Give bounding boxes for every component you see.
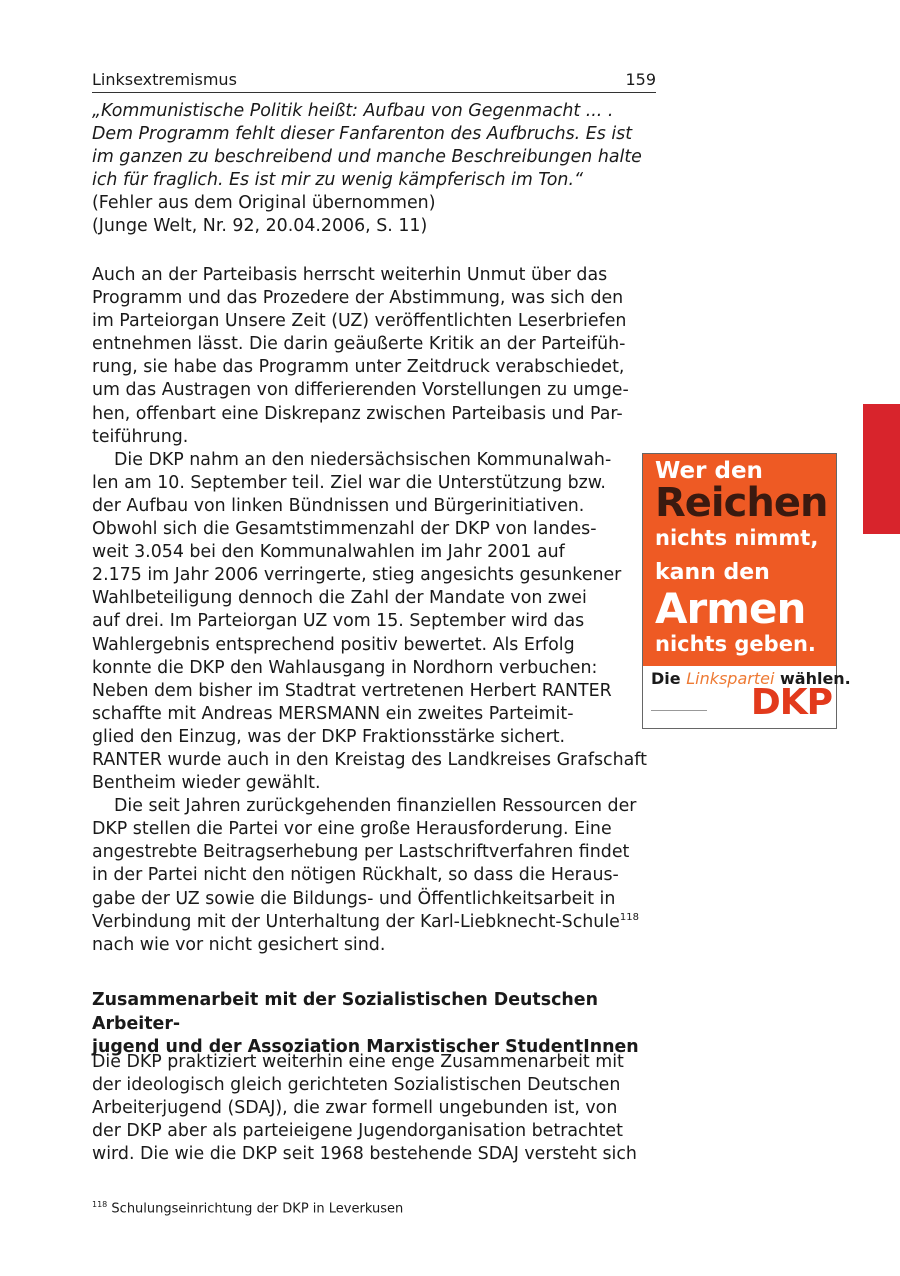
- text-line: Auch an der Parteibasis herrscht weiterhin Unmut über das: [92, 265, 608, 285]
- text-line: der Aufbau von linken Bündnissen und Bürgerinitiativen.: [92, 495, 585, 516]
- text-line: Wahlergebnis entsprechend positiv bewertet. Als Erfolg: [92, 634, 575, 655]
- poster-line: Wer den: [655, 458, 763, 484]
- footnote: [92, 1200, 403, 1216]
- poster-background: [643, 454, 836, 666]
- section-heading: [92, 989, 657, 1060]
- text-line: Wahlbeteiligung dennoch die Zahl der Mandate von zwei: [92, 588, 587, 609]
- text-line: Programm und das Prozedere der Abstimmung, was sich den: [92, 288, 624, 309]
- quote-line: „Kommunistische Politik heißt: Aufbau von Gegenmacht ... .: [92, 101, 614, 121]
- text-line: der DKP aber als parteieigene Jugendorganisation betrachtet: [92, 1121, 623, 1142]
- heading-line: Zusammenarbeit mit der Sozialistischen Deutschen Arbeiter-: [92, 990, 598, 1034]
- text-line: hen, offenbart eine Diskrepanz zwischen Parteibasis und Par-: [92, 403, 623, 424]
- text-line: Die seit Jahren zurückgehenden finanziellen Ressourcen der: [114, 796, 637, 817]
- text-line: konnte die DKP den Wahlausgang in Nordhorn verbuchen:: [92, 657, 598, 678]
- paragraph-1: [92, 264, 657, 449]
- text-line: 2.175 im Jahr 2006 verringerte, stieg angesichts gesunkener: [92, 565, 622, 586]
- text-line: angestrebte Beitragserhebung per Lastschriftverfahren findet: [92, 842, 630, 863]
- text-line: RANTER wurde auch in den Kreistag des Landkreises Grafschaft: [92, 749, 647, 770]
- text-line: teiführung.: [92, 426, 189, 447]
- footnote-reference[interactable]: 118: [619, 911, 639, 923]
- running-header: [92, 68, 656, 93]
- text-line: wird. Die wie die DKP seit 1968 bestehende SDAJ versteht sich: [92, 1144, 637, 1165]
- quote-block: [92, 100, 657, 239]
- paragraph-2: [92, 449, 657, 795]
- text-line: rung, sie habe das Programm unter Zeitdruck verabschiedet,: [92, 357, 625, 378]
- text-line: der ideologisch gleich gerichteten Sozialistischen Deutschen: [92, 1075, 621, 1096]
- tag-prefix: Die: [651, 669, 681, 688]
- text-line: glied den Einzug, was der DKP Fraktionsstärke sichert.: [92, 726, 566, 747]
- poster-line: nichts nimmt,: [655, 526, 819, 550]
- body-text-upper: [92, 264, 657, 957]
- text-line: im Parteiorgan Unsere Zeit (UZ) veröffentlichten Leserbriefen: [92, 311, 627, 332]
- page-number: 159: [625, 70, 656, 89]
- dkp-logo: DKP: [750, 682, 832, 723]
- quote-line: Dem Programm fehlt dieser Fanfarenton des Aufbruchs. Es ist: [92, 124, 633, 145]
- paragraph-4: [92, 1051, 657, 1166]
- text-line: um das Austragen von differierenden Vorstellungen zu umge-: [92, 380, 629, 401]
- paragraph-3: [92, 795, 657, 957]
- poster-line: kann den: [655, 560, 770, 585]
- text-line: gabe der UZ sowie die Bildungs- und Öffentlichkeitsarbeit in: [92, 888, 616, 909]
- text-line: DKP stellen die Partei vor eine große Herausforderung. Eine: [92, 819, 612, 840]
- text-line: Die DKP nahm an den niedersächsischen Kommunalwah-: [114, 449, 612, 470]
- footnote-text: Schulungseinrichtung der DKP in Leverkusen: [111, 1201, 404, 1217]
- text-line: Obwohl sich die Gesamtstimmenzahl der DKP von landes-: [92, 519, 597, 540]
- text-line: Die DKP praktiziert weiterhin eine enge Zusammenarbeit mit: [92, 1052, 624, 1072]
- text-line: entnehmen lässt. Die darin geäußerte Kritik an der Parteifüh-: [92, 334, 626, 355]
- tag-party: Linkspartei: [686, 669, 775, 688]
- poster-line: nichts geben.: [655, 632, 816, 656]
- text-line: nach wie vor nicht gesichert sind.: [92, 934, 386, 955]
- tag-suffix: wählen.: [779, 669, 851, 688]
- text-line: Bentheim wieder gewählt.: [92, 773, 321, 794]
- quote-source: (Junge Welt, Nr. 92, 20.04.2006, S. 11): [92, 216, 428, 237]
- text-line: len am 10. September teil. Ziel war die Unterstützung bzw.: [92, 472, 606, 493]
- poster-line: Armen: [655, 584, 806, 633]
- text-line: auf drei. Im Parteiorgan UZ vom 15. September wird das: [92, 611, 585, 632]
- quote-line: im ganzen zu beschreibend und manche Beschreibungen halte: [92, 147, 642, 168]
- quote-note: (Fehler aus dem Original übernommen): [92, 193, 436, 214]
- quote-line: ich für fraglich. Es ist mir zu wenig kämpferisch im Ton.“: [92, 170, 583, 191]
- footnote-number: 118: [92, 1200, 108, 1209]
- text-fragment: Verbindung mit der Unterhaltung der Karl-Liebknecht-Schule: [92, 911, 620, 932]
- poster-divider: [651, 710, 707, 711]
- poster-footer: [643, 666, 851, 728]
- text-line: in der Partei nicht den nötigen Rückhalt, so dass die Heraus-: [92, 865, 619, 886]
- chapter-tab-marker: [863, 404, 900, 534]
- campaign-poster: [642, 453, 851, 729]
- heading-line: jugend und der Assoziation Marxistischer StudentInnen: [92, 1037, 639, 1057]
- text-line: Arbeiterjugend (SDAJ), die zwar formell ungebunden ist, von: [92, 1098, 618, 1119]
- section-title: Linksextremismus: [92, 70, 237, 89]
- poster-line: Reichen: [655, 480, 828, 526]
- text-line: Neben dem bisher im Stadtrat vertretenen Herbert RANTER: [92, 680, 612, 701]
- text-line: weit 3.054 bei den Kommunalwahlen im Jahr 2001 auf: [92, 542, 565, 563]
- text-line: [92, 911, 657, 934]
- text-line: schaffte mit Andreas MERSMANN ein zweites Parteimit-: [92, 703, 574, 724]
